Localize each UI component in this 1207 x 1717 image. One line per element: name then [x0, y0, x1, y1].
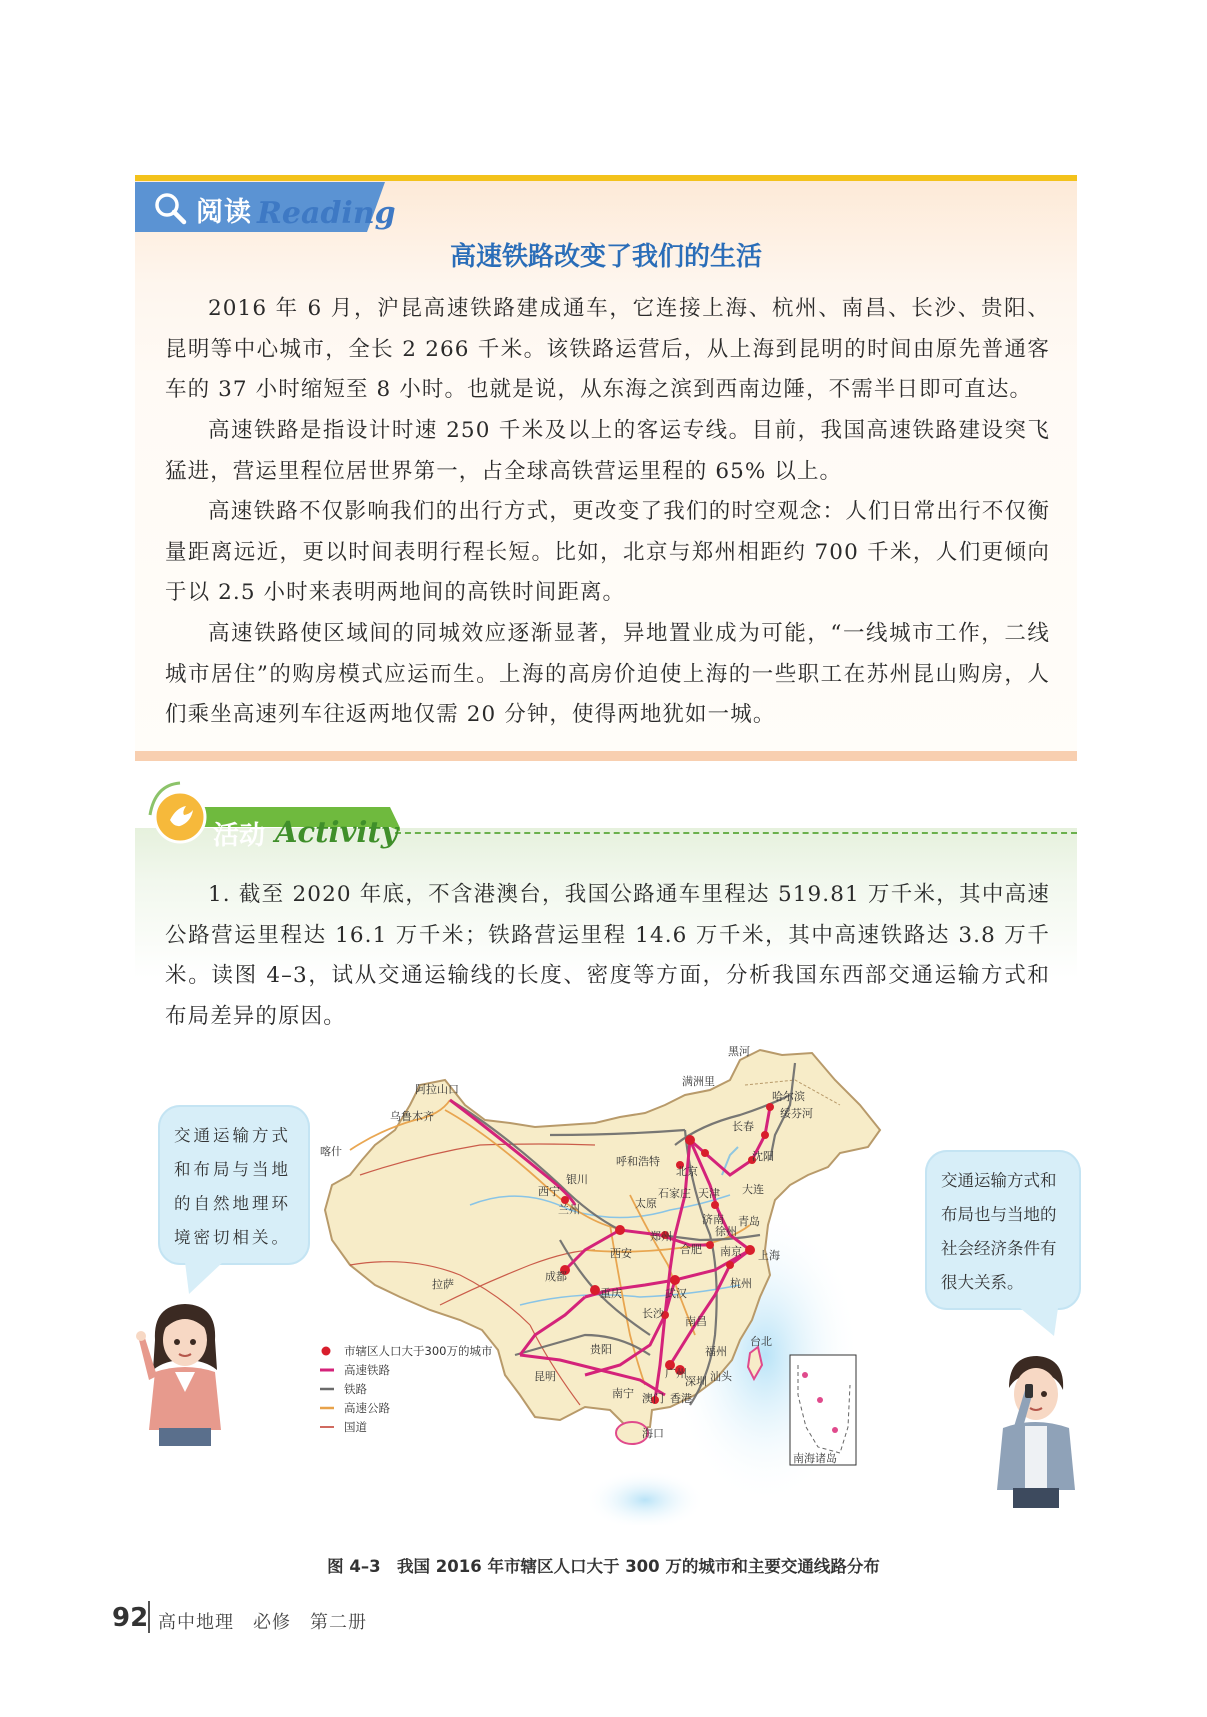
city-label: 贵阳 [590, 1343, 612, 1356]
city-label: 汕头 [710, 1370, 732, 1383]
city-label: 深圳 [685, 1375, 707, 1388]
city-label: 喀什 [320, 1145, 342, 1158]
city-label: 广州 [665, 1367, 687, 1380]
city-label: 杭州 [730, 1277, 752, 1290]
city-label: 郑州 [650, 1230, 672, 1243]
city-label: 武汉 [665, 1287, 687, 1300]
activity-label: 活动 [213, 821, 266, 851]
footer-divider [148, 1601, 150, 1633]
city-label: 福州 [705, 1345, 727, 1358]
activity-question: 1. 截至 2020 年底，不含港澳台，我国公路通车里程达 519.81 万千米，其中高速公路营运里程达 16.1 万千米；铁路营运里程 14.6 万千米，其中高速铁路达 3.8 万千米。读图 4–3，试从交通运输线的长度、密度等方面，分析我国东西部交通运输方式和布局差异的原因。 [165, 882, 1050, 1029]
inset-south-china-sea [790, 1355, 856, 1465]
city-label: 济南 [702, 1213, 724, 1226]
city-label: 绥芬河 [780, 1107, 813, 1120]
city-label: 西安 [610, 1247, 632, 1260]
girl-illustration [135, 1300, 235, 1450]
city-label: 乌鲁木齐 [390, 1110, 434, 1123]
city-label: 大连 [742, 1183, 764, 1196]
city-label: 澳门 [642, 1392, 664, 1405]
city-label: 呼和浩特 [616, 1155, 660, 1168]
city-label: 拉萨 [432, 1278, 454, 1291]
reading-bottom-rule [135, 751, 1077, 761]
city-label: 上海 [758, 1249, 780, 1262]
city-label: 成都 [545, 1270, 567, 1283]
reading-label: 阅读 [196, 197, 252, 228]
city-label: 南京 [720, 1245, 742, 1258]
city-label: 银川 [566, 1173, 588, 1186]
city-label: 香港 [670, 1392, 692, 1405]
reading-paragraph: 高速铁路使区域间的同城效应逐渐显著，异地置业成为可能，“一线城市工作，二线城市居住”的购房模式应运而生。上海的高房价迫使上海的一些职工在苏州昆山购房，人们乘坐高速列车往返两地仅需 20 分钟，使得两地犹如一城。 [165, 621, 1050, 727]
legend-expressway: 高速公路 [344, 1401, 390, 1415]
city-label: 南宁 [612, 1387, 634, 1400]
boy-illustration [985, 1350, 1085, 1510]
city-label: 南昌 [685, 1315, 707, 1328]
activity-dashed-rule [395, 832, 1077, 834]
reading-paragraph: 高速铁路不仅影响我们的出行方式，更改变了我们的时空观念：人们日常出行不仅衡量距离远近，更以时间表明行程长短。比如，北京与郑州相距约 700 千米，人们更倾向于以 2.5 小时来表明两地间的高铁时间距离。 [165, 499, 1050, 605]
city-label: 昆明 [534, 1370, 556, 1383]
legend-railway: 铁路 [344, 1382, 367, 1396]
legend-high-speed-rail: 高速铁路 [344, 1363, 390, 1377]
inset-label: 南海诸岛 [793, 1452, 837, 1465]
page-number: 92 [112, 1603, 149, 1633]
speech-bubble-right: 交通运输方式和布局也与当地的社会经济条件有很大关系。 [925, 1150, 1081, 1310]
city-label: 太原 [635, 1197, 657, 1210]
city-label: 天津 [698, 1187, 720, 1200]
city-label: 沈阳 [752, 1150, 774, 1163]
city-label: 北京 [676, 1165, 698, 1178]
city-label: 长沙 [642, 1307, 664, 1320]
city-label: 青岛 [738, 1215, 760, 1228]
city-label: 西宁 [538, 1185, 560, 1198]
city-label: 长春 [732, 1120, 754, 1133]
bubble-tail-right [1020, 1308, 1060, 1338]
city-label: 哈尔滨 [772, 1090, 805, 1103]
city-label: 满洲里 [682, 1075, 715, 1088]
map-legend [320, 1344, 493, 1434]
city-label: 合肥 [680, 1243, 702, 1256]
activity-label-en: Activity [275, 815, 398, 849]
bubble-tail-left [185, 1262, 225, 1296]
legend-national-road: 国道 [344, 1420, 367, 1434]
reading-paragraph: 2016 年 6 月，沪昆高速铁路建成通车，它连接上海、杭州、南昌、长沙、贵阳、昆明等中心城市，全长 2 266 千米。该铁路运营后，从上海到昆明的时间由原先普通客车的 37 小时缩短至 8 小时。也就是说，从东海之滨到西南边陲，不需半日即可直达。 [165, 296, 1050, 402]
speech-bubble-left: 交通运输方式和布局与当地的自然地理环境密切相关。 [158, 1105, 310, 1265]
city-label: 黑河 [728, 1045, 750, 1058]
city-label: 徐州 [715, 1225, 737, 1238]
city-label: 重庆 [600, 1287, 622, 1300]
china-transport-map [320, 1035, 950, 1525]
city-label: 海口 [642, 1427, 664, 1440]
legend-city: 市辖区人口大于300万的城市 [344, 1344, 493, 1358]
city-label: 阿拉山口 [415, 1083, 459, 1096]
reading-paragraph: 高速铁路是指设计时速 250 千米及以上的客运专线。目前，我国高速铁路建设突飞猛进，营运里程位居世界第一，占全球高铁营运里程的 65% 以上。 [165, 418, 1050, 484]
city-label: 石家庄 [658, 1187, 691, 1200]
city-label: 台北 [750, 1335, 772, 1348]
reading-title: 高速铁路改变了我们的生活 [449, 242, 762, 272]
reading-top-rule [135, 175, 1077, 181]
reading-label-en: Reading [257, 196, 396, 231]
dove-icon [166, 802, 196, 832]
book-title: 高中地理 必修 第二册 [158, 1612, 367, 1633]
city-label: 兰州 [558, 1203, 580, 1216]
magnifier-icon [152, 190, 188, 226]
figure-caption: 图 4–3 我国 2016 年市辖区人口大于 300 万的城市和主要交通线路分布 [327, 1557, 880, 1576]
